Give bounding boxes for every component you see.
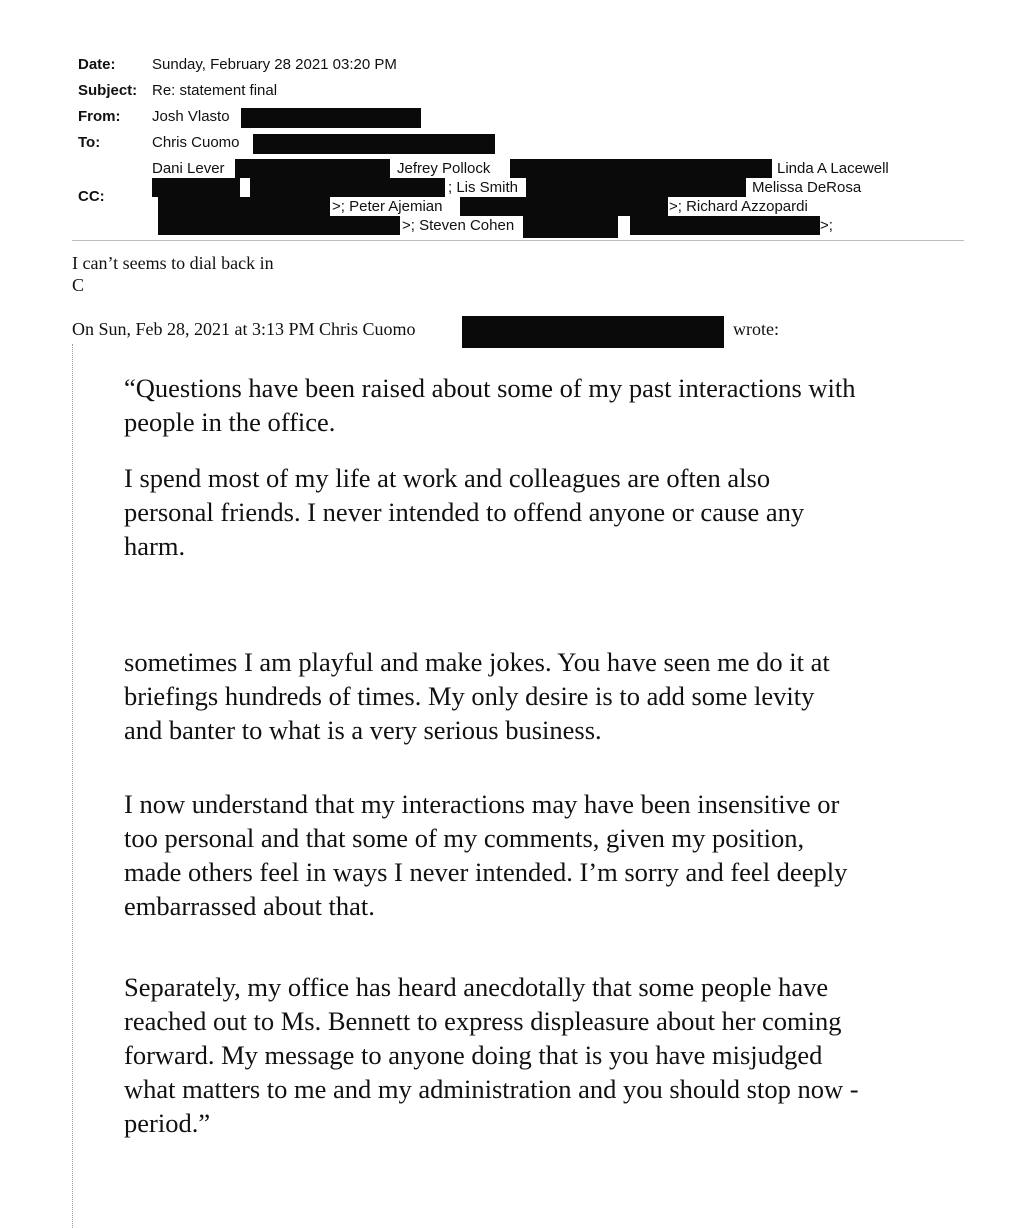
quote-bar — [72, 344, 73, 1228]
cc-richard-azzopardi: >; Richard Azzopardi — [669, 198, 808, 215]
statement-line: people in the office. — [124, 407, 336, 437]
cc-peter-ajemian: >; Peter Ajemian — [332, 198, 443, 215]
statement-paragraph-2 — [124, 461, 804, 563]
statement-line: forward. My message to anyone doing that is you have misjudged — [124, 1040, 823, 1070]
reply-line-2: C — [72, 275, 85, 295]
date-label: Date: — [78, 56, 116, 73]
statement-line: harm. — [124, 531, 186, 561]
statement-line: what matters to me and my administration and you should stop now - — [124, 1074, 859, 1104]
statement-line: and banter to what is a very serious business. — [124, 715, 602, 745]
statement-line: sometimes I am playful and make jokes. You have seen me do it at — [124, 647, 830, 677]
cc-trailing: >; — [820, 217, 833, 234]
cc-dani-lever: Dani Lever — [152, 160, 225, 177]
cc-steven-cohen: >; Steven Cohen — [402, 217, 515, 234]
statement-line: made others feel in ways I never intended. I’m sorry and feel deeply — [124, 857, 848, 887]
from-label: From: — [78, 108, 121, 125]
statement-paragraph-5 — [124, 970, 859, 1140]
statement-line: reached out to Ms. Bennett to express displeasure about her coming — [124, 1006, 842, 1036]
redaction-bar — [462, 316, 724, 348]
reply-line-1: I can’t seems to dial back in — [72, 253, 274, 273]
statement-line: briefings hundreds of times. My only desire is to add some levity — [124, 681, 815, 711]
statement-line: “Questions have been raised about some of my past interactions with — [124, 373, 856, 403]
redaction-bar — [630, 216, 820, 235]
header-divider — [72, 240, 964, 241]
redaction-bar — [460, 197, 668, 216]
redaction-bar — [241, 108, 421, 128]
subject-value: Re: statement final — [152, 82, 278, 99]
redaction-bar — [510, 159, 772, 178]
cc-melissa-derosa: Melissa DeRosa — [752, 179, 862, 196]
statement-line: personal friends. I never intended to offend anyone or cause any — [124, 497, 805, 527]
subject-label: Subject: — [78, 82, 138, 99]
redaction-bar — [158, 197, 330, 216]
statement-line: embarrassed about that. — [124, 891, 375, 921]
statement-line: I now understand that my interactions may have been insensitive or — [124, 789, 840, 819]
cc-label: CC: — [78, 188, 105, 205]
date-value: Sunday, February 28 2021 03:20 PM — [152, 56, 397, 73]
redaction-bar — [250, 178, 445, 197]
statement-paragraph-1 — [124, 371, 856, 439]
statement-paragraph-3 — [124, 645, 830, 747]
cc-jefrey-pollock: Jefrey Pollock — [397, 160, 491, 177]
from-value: Josh Vlasto — [152, 108, 230, 125]
statement-line: period.” — [124, 1108, 211, 1138]
redaction-bar — [526, 178, 746, 197]
statement-line: I spend most of my life at work and colleagues are often also — [124, 463, 771, 493]
statement-line: too personal and that some of my comments, given my position, — [124, 823, 805, 853]
redaction-bar — [158, 216, 400, 235]
statement-line: Separately, my office has heard anecdotally that some people have — [124, 972, 829, 1002]
statement-paragraph-4 — [124, 787, 847, 923]
redaction-bar — [152, 178, 240, 197]
quote-intro-suffix: wrote: — [733, 319, 779, 339]
redaction-bar — [523, 216, 618, 238]
redaction-bar — [253, 134, 495, 154]
cc-linda-lacewell: Linda A Lacewell — [777, 160, 889, 177]
cc-lis-smith: ; Lis Smith — [448, 179, 519, 196]
quote-intro-prefix: On Sun, Feb 28, 2021 at 3:13 PM Chris Cuomo — [72, 319, 416, 339]
redaction-bar — [235, 159, 390, 178]
to-value: Chris Cuomo — [152, 134, 240, 151]
to-label: To: — [78, 134, 101, 151]
